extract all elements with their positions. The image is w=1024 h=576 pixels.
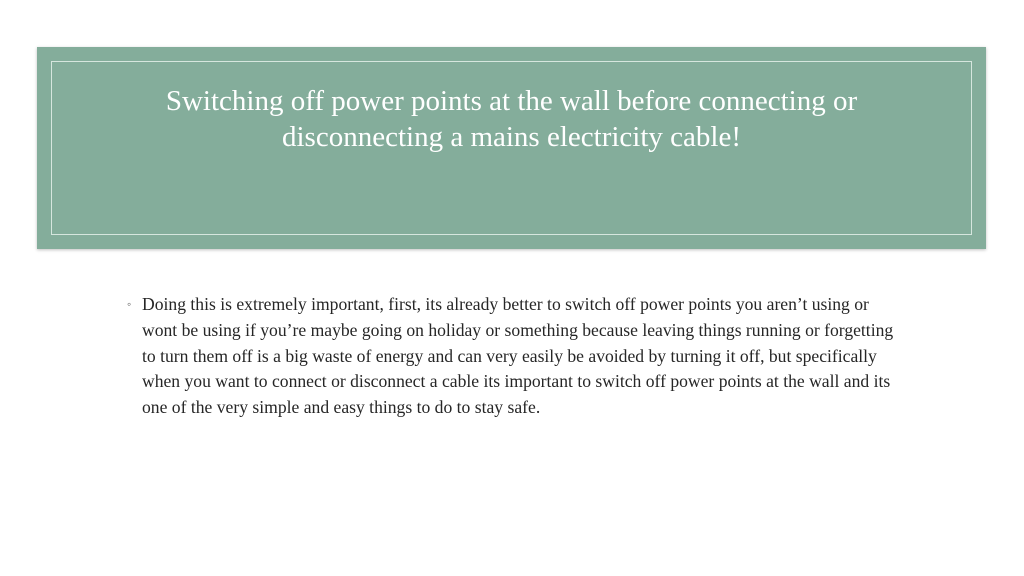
bullet-item: [127, 292, 897, 421]
slide-title: Switching off power points at the wall before connecting or disconnecting a mains electricity cable!: [165, 85, 858, 153]
title-banner: [37, 47, 986, 249]
bullet-text: Doing this is extremely important, first, its already better to switch off power points you aren’t using or wont be using if you’re maybe going on holiday or something because leaving things running or forgetting to turn them off is a big waste of energy and can very easily be avoided by turning it off, but specifically when you want to connect or disconnect a cable its important to switch off power points at the wall and its one of the very simple and easy things to do to stay safe.: [142, 294, 894, 418]
slide-content: [127, 292, 897, 421]
bullet-circle-icon: ◦: [127, 297, 132, 311]
